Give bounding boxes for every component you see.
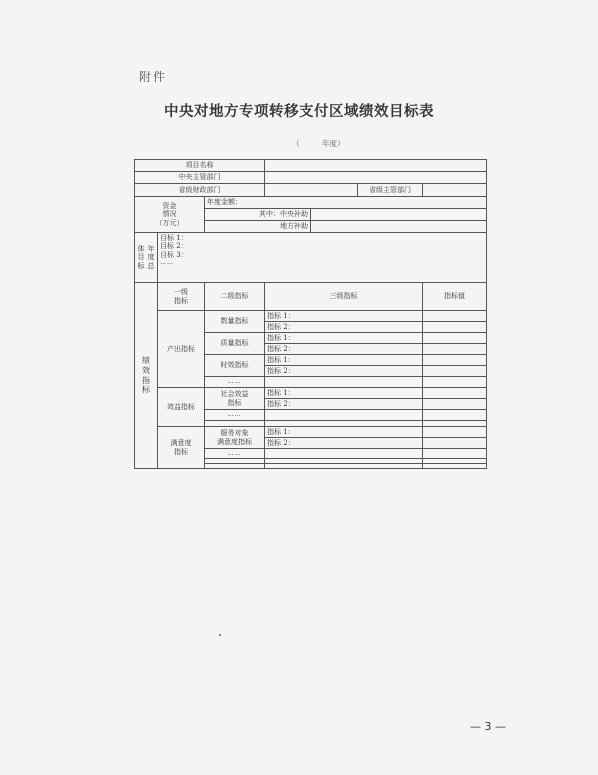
row-quantity-1 bbox=[135, 311, 487, 322]
document-title: 中央对地方专项转移支付区域绩效目标表 bbox=[164, 104, 434, 120]
social-ind-1: 指标 1： bbox=[265, 388, 423, 399]
timeliness-value-2 bbox=[423, 366, 487, 377]
page-number: — 3 — bbox=[470, 720, 506, 733]
funds-label: 资金 情况 （万元） bbox=[135, 197, 205, 233]
annual-amount-label: 年度金额： bbox=[205, 197, 487, 209]
row-province bbox=[135, 184, 487, 197]
quality-indicator: 质量指标 bbox=[205, 333, 265, 355]
level3-header: 三级指标 bbox=[265, 283, 423, 311]
central-dept-label: 中央主管部门 bbox=[135, 172, 265, 184]
social-ind-2: 指标 2： bbox=[265, 399, 423, 410]
quantity-indicator: 数量指标 bbox=[205, 311, 265, 333]
row-social-1 bbox=[135, 388, 487, 399]
level1-header: 一级 指标 bbox=[158, 283, 205, 311]
quantity-ind-1: 指标 1： bbox=[265, 311, 423, 322]
row-funds-annual bbox=[135, 197, 487, 209]
quantity-value-2 bbox=[423, 322, 487, 333]
row-central-dept bbox=[135, 172, 487, 184]
local-subsidy-label: 地方补助 bbox=[205, 221, 311, 233]
local-subsidy-value bbox=[311, 221, 487, 233]
central-dept-value bbox=[265, 172, 487, 184]
timeliness-value-1 bbox=[423, 355, 487, 366]
satisfaction-more: …… bbox=[205, 449, 265, 459]
timeliness-ind-2: 指标 2： bbox=[265, 366, 423, 377]
social-value-1 bbox=[423, 388, 487, 399]
year-open-paren: （ bbox=[292, 139, 300, 148]
attachment-label: 附件 bbox=[139, 70, 168, 84]
timeliness-indicator: 时效指标 bbox=[205, 355, 265, 377]
level2-header: 二级指标 bbox=[205, 283, 265, 311]
scan-speck bbox=[219, 634, 221, 636]
quality-ind-2: 指标 2： bbox=[265, 344, 423, 355]
benefit-more: …… bbox=[205, 410, 265, 421]
satisfaction-value-1 bbox=[423, 427, 487, 438]
satisfaction-ind-1: 指标 1： bbox=[265, 427, 423, 438]
project-name-value bbox=[265, 160, 487, 172]
satisfaction-value-2 bbox=[423, 438, 487, 449]
performance-goals-table bbox=[134, 159, 487, 469]
province-finance-value bbox=[265, 184, 358, 197]
row-perf-header bbox=[135, 283, 487, 311]
quality-value-2 bbox=[423, 344, 487, 355]
central-subsidy-label: 其中：中央补助 bbox=[205, 209, 311, 221]
quality-value-1 bbox=[423, 333, 487, 344]
project-name-label: 项目名称 bbox=[135, 160, 265, 172]
overall-goals-label: 体 目 标 年 度 总 bbox=[135, 233, 158, 283]
quantity-ind-2: 指标 2： bbox=[265, 322, 423, 333]
quantity-value-1 bbox=[423, 311, 487, 322]
performance-label: 绩 效 指 标 bbox=[135, 283, 158, 469]
service-satisfaction-indicator: 服务对象 满意度指标 bbox=[205, 427, 265, 449]
row-satisfaction-1 bbox=[135, 427, 487, 438]
province-dept-label: 省级主管部门 bbox=[358, 184, 423, 197]
satisfaction-indicator: 满意度 指标 bbox=[158, 427, 205, 469]
social-value-2 bbox=[423, 399, 487, 410]
quality-ind-1: 指标 1： bbox=[265, 333, 423, 344]
output-more: …… bbox=[205, 377, 265, 388]
social-benefit-indicator: 社会效益 指标 bbox=[205, 388, 265, 410]
output-indicator: 产出指标 bbox=[158, 311, 205, 388]
overall-goals-content: 目标 1： 目标 2： 目标 3： …… bbox=[158, 233, 487, 283]
central-subsidy-value bbox=[311, 209, 487, 221]
row-project-name bbox=[135, 160, 487, 172]
province-finance-label: 省级财政部门 bbox=[135, 184, 265, 197]
benefit-indicator: 效益指标 bbox=[158, 388, 205, 427]
province-dept-value bbox=[423, 184, 487, 197]
index-value-header: 指标值 bbox=[423, 283, 487, 311]
year-label: 年度） bbox=[322, 139, 345, 148]
row-overall-goals bbox=[135, 233, 487, 283]
satisfaction-ind-2: 指标 2： bbox=[265, 438, 423, 449]
timeliness-ind-1: 指标 1： bbox=[265, 355, 423, 366]
